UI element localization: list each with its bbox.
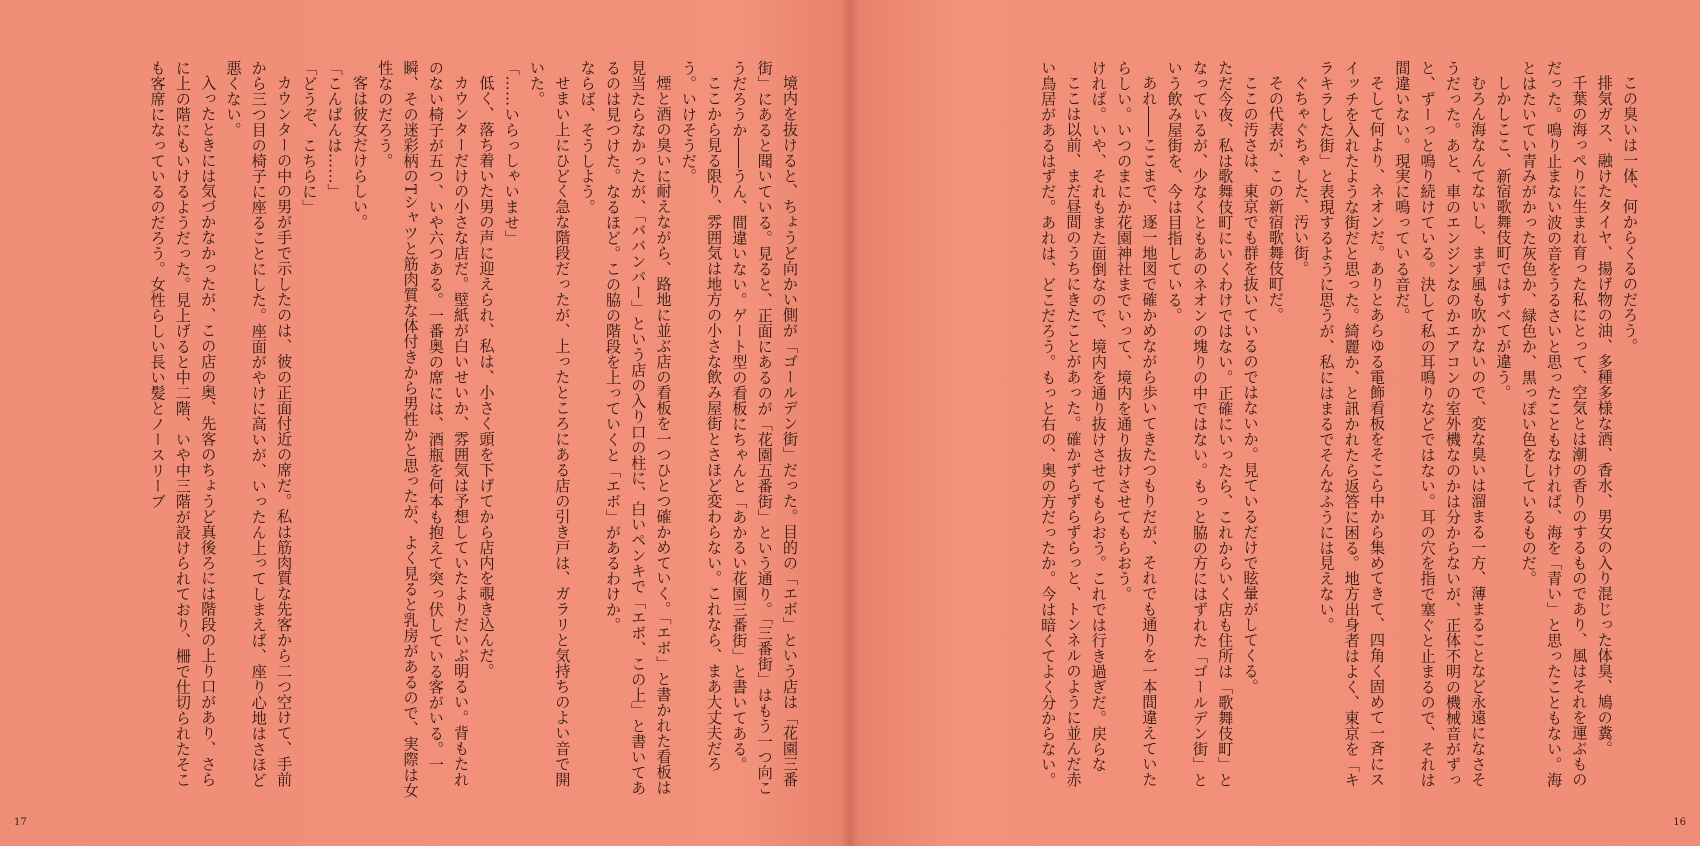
paragraph: 客は彼女だけらしい。 — [350, 75, 369, 230]
paragraph: ここは以前、まだ昼間のうちにきたことがあった。確かずらずらずらっと、トンネルのように並んだ赤い鳥居があるはずだ。あれは、どこだろう。もっと右の、奥の方だったか。今は暗くてよく分からない。 — [1039, 60, 1083, 788]
paragraph: 低く、落ち着いた男の声に迎えられ、私は、小さく頭を下げてから店内を覗き込んだ。 — [477, 75, 496, 679]
paragraph: 入ったときには気づかなかったが、この店の奥、先客のちょうど真後ろには階段の上り口があり、さらに上の階にもいけるようだった。見上げると中二階、いや中三階が設けられており、柵で仕切られたそこも客席になっているのだろう。女性らしい長い髪とノースリーブ — [148, 60, 218, 788]
paragraph: しかしここ、新宿歌舞伎町ではすべてが違う。 — [1494, 75, 1513, 401]
paragraph: せまい上にひどく急な階段だったが、上ったところにある店の引き戸は、ガラリと気持ちのよい音で開いた。 — [528, 60, 572, 788]
paragraph: そして何より、ネオンだ。ありとあらゆる電飾看板をそこら中から集めてきて、四角く固めて一斉にスイッチを入れたような街だと思った。綺麗か、と訊かれたら返答に困る。地方出身者はよく、東京を「キラキラした街」と表現するように思うが、私にはまるでそんなふうには見えない。 — [1317, 60, 1387, 788]
left-page-body — [58, 60, 802, 802]
paragraph: けれぱ。いや、それもまた面倒なので、境内を通り抜けさせてもらおう。これでは行き過ぎだ。戻らな — [1089, 60, 1108, 773]
paragraph: カウンターの中の男が手で示したのは、彼の正面付近の席だ。私は筋肉質な先客から二つ空けて、手前から三つ目の椅子に座ることにした。座面がやけに高いが、いったん上ってしまえば、座り心地はさほど悪くない。 — [224, 60, 294, 788]
paragraph: ここから見る限り、雰囲気は地方の小さな飲み屋街とさほど変わらない。これなら、まあ大丈夫だろう。いけそうだ。 — [679, 60, 724, 772]
paragraph: 境内を抜けると、ちょうど向かい側が「ゴールデン街」だった。目的の「エボ」という店は「花園三番街」にあると聞いている。見ると、正面にあるのが「花園五番街」という通り。「三番街」はもう一つ向こうだろうか――うん、間違いない。ゲート型の看板にちゃんと「あかるい花園三番街」と書いてある。 — [730, 60, 799, 796]
paragraph: 煙と酒の臭いに耐えながら、路地に並ぶ店の看板を一つひとつ確かめていく。「エボ」と書かれた看板は見当たらなかったが、「ババンバー」という店の入り口の柱に、白いペンキで「エボ、この上」と書いてあるのは見つけた。なるほど。この脇の階段を上っていくと「エボ」があるわけか。 — [603, 60, 673, 796]
paragraph: あれ――ここまで、逐一地図で確かめながら歩いてきたつもりだが、それでも通りを一本間違えていたらしい。いつのまにか花園神社までいって、境内を通り抜けさせてもらおう。 — [1115, 60, 1159, 788]
paragraph: むろん海なんてないし、まず風も吹かないので、変な臭いは溜まる一方、薄まることなど永遠になさそうだった。あと、車のエンジンなのかエアコンの室外機なのかは分からないが、正体不明の機械音がずっと、ずーっと鳴り続けている。決して私の耳鳴りなどではない。耳の穴を指で塞ぐと止まるので、それは間違いない。現実に鳴っている音だ。 — [1393, 60, 1488, 788]
right-page-number: 16 — [1673, 817, 1686, 828]
paragraph: カウンターだけの小さな店だ。壁紙が白いせいか、雰囲気は予想していたよりだいぶ明るい。背もたれのない椅子が五つ、いや六つある。一番奥の席には、酒瓶を何本も抱えて突っ伏している客がいる。一瞬、その迷彩柄のTシャツと筋肉質な体付きから男性かと思ったが、よく見ると乳房があるので、実際は女性なのだろう。 — [376, 60, 471, 798]
left-page-number: 17 — [14, 817, 27, 828]
paragraph: 千葉の海っぺりに生まれ育った私にとって、空気とは潮の香りのするものであり、風はそれを運ぶものだった。鳴り止まない波の音をうるさいと思ったこともなければ、海を「青い」と思ったこともない。海とはたいてい青みがかった灰色か、緑色か、黒っぽい色をしているものだ。 — [1519, 60, 1589, 788]
paragraph: 排気ガス、融けたタイヤ、揚げ物の油、多種多様な酒、香水、男女の入り混じった体臭、鳩の糞。 — [1595, 75, 1614, 757]
paragraph: 「こんばんは……」 — [325, 60, 344, 200]
paragraph: その代表が、この新宿歌舞伎町だ。 — [1266, 75, 1285, 323]
paragraph: ぐちゃぐちゃした、汚い街。 — [1292, 75, 1311, 277]
paragraph: 「……いらっしゃいませ」 — [502, 60, 521, 246]
paragraph: ここの汚さは、東京でも群を抜いているのではないか。見ているだけで眩暈がしてくる。 — [1241, 75, 1260, 695]
paragraph: この臭いは一体、何からくるのだろう。 — [1621, 75, 1639, 354]
paragraph: ただ今夜、私は歌舞伎町にいくわけではない。正確にいったら、これからいく店も住所は「歌舞伎町」となっているが、少なくともあのネオンの塊りの中ではない。もっと脇の方にはずれた「ゴールデン街」という飲み屋街を、今は目指している。 — [1165, 60, 1235, 788]
paragraph: ならば、そうしよう。 — [578, 60, 597, 215]
right-page — [850, 0, 1700, 846]
right-page-body — [898, 60, 1642, 802]
paragraph: 「どうぞ、こちらに」 — [300, 60, 319, 215]
